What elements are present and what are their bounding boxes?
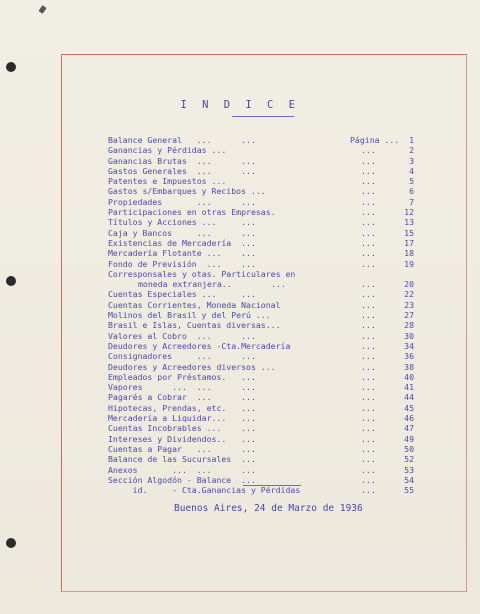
index-entry-page: 18	[404, 248, 414, 259]
index-entry-label: Corresponsales y otas. Particulares en	[108, 268, 296, 279]
index-row	[108, 197, 428, 207]
leader-dots: ...	[361, 310, 376, 321]
leader-dots: ...	[361, 330, 376, 341]
index-entry-label: Pagarés a Cobrar ... ...	[108, 392, 256, 403]
index-entry-label: Caja y Bancos ... ...	[108, 227, 256, 238]
leader-dots: ...	[361, 196, 376, 207]
index-entry-label: Fondo de Previsión ... ...	[108, 258, 256, 269]
index-entry-label: Participaciones en otras Empresas.	[108, 207, 276, 218]
index-entry-label: Valores al Cobro ... ...	[108, 330, 256, 341]
index-row	[108, 444, 428, 454]
index-entry-page: 34	[404, 340, 414, 351]
index-row	[108, 135, 428, 145]
index-entry-page: 2	[409, 145, 414, 156]
index-row	[108, 331, 428, 341]
index-row	[108, 279, 428, 289]
index-row	[108, 465, 428, 475]
leader-dots: ...	[361, 340, 376, 351]
index-entry-label: Empleados por Préstamos. ...	[108, 371, 256, 382]
index-entry-page: 41	[404, 382, 414, 393]
index-entry-label: Deudores y Acreedores -Cta.Mercadería	[108, 340, 291, 351]
leader-dots: ...	[361, 371, 376, 382]
leader-dots: ...	[361, 392, 376, 403]
index-entry-label: Balance de las Sucursales ...	[108, 454, 256, 465]
index-entry-label: Mercadería a Liquidar... ...	[108, 413, 256, 424]
index-entry-page: 4	[409, 165, 414, 176]
index-entry-page: 38	[404, 361, 414, 372]
index-entry-page: 6	[409, 186, 414, 197]
index-entry-label: moneda extranjera.. ...	[138, 279, 286, 290]
index-list	[108, 135, 428, 495]
leader-dots: ...	[361, 485, 376, 496]
index-entry-page: 52	[404, 454, 414, 465]
punch-hole-middle	[6, 276, 16, 286]
index-entry-label: Vapores ... ... ...	[108, 382, 256, 393]
leader-dots: ...	[361, 258, 376, 269]
index-row	[108, 248, 428, 258]
index-entry-label: id. - Cta.Ganancias y Pérdidas	[108, 485, 301, 496]
leader-dots: ...	[361, 474, 376, 485]
leader-dots: ...	[361, 320, 376, 331]
footer-rule	[243, 485, 301, 486]
index-row	[108, 145, 428, 155]
index-entry-label: Molinos del Brasil y del Perú ...	[108, 310, 271, 321]
index-row	[108, 176, 428, 186]
index-entry-page: 19	[404, 258, 414, 269]
index-row	[108, 269, 428, 279]
index-entry-page: 17	[404, 237, 414, 248]
index-entry-page: 7	[409, 196, 414, 207]
index-row	[108, 372, 428, 382]
index-row	[108, 413, 428, 423]
index-row	[108, 156, 428, 166]
index-entry-label: Títulos y Acciones ... ...	[108, 217, 256, 228]
leader-dots: ...	[361, 279, 376, 290]
leader-dots: ...	[361, 227, 376, 238]
index-row	[108, 228, 428, 238]
index-row	[108, 362, 428, 372]
index-row	[108, 186, 428, 196]
index-entry-page: 47	[404, 423, 414, 434]
index-entry-label: Patentes e Impuestos ...	[108, 176, 227, 187]
index-entry-label: Anexos ... ... ...	[108, 464, 256, 475]
index-row	[108, 351, 428, 361]
index-row	[108, 166, 428, 176]
index-entry-page: 12	[404, 207, 414, 218]
index-entry-label: Cuentas Especiales ... ...	[108, 289, 256, 300]
leader-dots: ...	[361, 289, 376, 300]
leader-dots: ...	[361, 454, 376, 465]
index-entry-label: Ganancias y Pérdidas ...	[108, 145, 227, 156]
index-entry-page: 23	[404, 299, 414, 310]
date-line: Buenos Aires, 24 de Marzo de 1936	[174, 503, 363, 514]
index-entry-page: 54	[404, 474, 414, 485]
index-entry-page: 45	[404, 402, 414, 413]
leader-dots: ...	[361, 299, 376, 310]
index-row	[108, 238, 428, 248]
index-row	[108, 454, 428, 464]
index-entry-label: Ganancias Brutas ... ...	[108, 155, 256, 166]
index-entry-label: Cuentas Corrientes, Moneda Nacional	[108, 299, 281, 310]
index-entry-label: Cuentas Incobrables ... ...	[108, 423, 256, 434]
leader-dots: ...	[361, 351, 376, 362]
leader-dots: ...	[361, 248, 376, 259]
index-entry-label: Cuentas a Pagar ... ...	[108, 443, 256, 454]
index-row	[108, 310, 428, 320]
index-entry-label: Brasil e Islas, Cuentas diversas...	[108, 320, 281, 331]
index-entry-page: 5	[409, 176, 414, 187]
index-row	[108, 217, 428, 227]
index-row	[108, 475, 428, 485]
index-entry-page: 27	[404, 310, 414, 321]
index-entry-page: 3	[409, 155, 414, 166]
leader-dots: ...	[361, 464, 376, 475]
ink-mark	[38, 5, 46, 14]
punch-hole-bottom	[6, 538, 16, 548]
index-entry-page: 53	[404, 464, 414, 475]
index-entry-page: 28	[404, 320, 414, 331]
index-entry-page: 50	[404, 443, 414, 454]
index-row	[108, 434, 428, 444]
index-row	[108, 341, 428, 351]
index-entry-page: 49	[404, 433, 414, 444]
leader-dots: ...	[361, 402, 376, 413]
index-entry-page: 40	[404, 371, 414, 382]
leader-dots: ...	[361, 165, 376, 176]
leader-dots: ...	[361, 217, 376, 228]
leader-dots: ...	[361, 413, 376, 424]
index-entry-label: Intereses y Dividendos.. ...	[108, 433, 256, 444]
leader-dots: ...	[361, 145, 376, 156]
index-entry-label: Existencias de Mercadería ...	[108, 237, 256, 248]
index-row	[108, 403, 428, 413]
index-entry-page: 36	[404, 351, 414, 362]
leader-dots: ...	[361, 237, 376, 248]
leader-dots: ...	[361, 443, 376, 454]
index-entry-label: Gastos Generales ... ...	[108, 165, 256, 176]
index-row	[108, 289, 428, 299]
index-entry-label: Consignadores ... ...	[108, 351, 256, 362]
leader-dots: ...	[361, 186, 376, 197]
index-row	[108, 207, 428, 217]
index-entry-page: 46	[404, 413, 414, 424]
leader-dots: ...	[361, 361, 376, 372]
index-entry-page: 55	[404, 485, 414, 496]
index-entry-page: 13	[404, 217, 414, 228]
index-entry-page: 20	[404, 279, 414, 290]
index-row	[108, 392, 428, 402]
index-row	[108, 423, 428, 433]
index-entry-label: Propiedades ... ...	[108, 196, 256, 207]
leader-dots: ...	[361, 423, 376, 434]
index-entry-label: Balance General ... ...	[108, 135, 256, 145]
leader-dots: ...	[361, 155, 376, 166]
punch-hole-top	[6, 62, 16, 72]
index-entry-label: Mercadería Flotante ... ...	[108, 248, 256, 259]
index-entry-page: 15	[404, 227, 414, 238]
index-entry-page: 30	[404, 330, 414, 341]
leader-dots: ...	[361, 433, 376, 444]
index-entry-label: Gastos s/Embarques y Recibos ...	[108, 186, 266, 197]
index-row	[108, 382, 428, 392]
page-title: I N D I C E	[180, 99, 300, 111]
leader-dots: ...	[361, 176, 376, 187]
index-row	[108, 259, 428, 269]
title-underline	[232, 116, 294, 117]
index-entry-page: 1	[409, 135, 414, 145]
leader-dots: ...	[361, 382, 376, 393]
page-column-heading: Página ...	[350, 135, 400, 145]
index-entry-page: 22	[404, 289, 414, 300]
leader-dots: ...	[361, 207, 376, 218]
index-row	[108, 300, 428, 310]
index-entry-page: 44	[404, 392, 414, 403]
index-entry-label: Hipotecas, Prendas, etc. ...	[108, 402, 256, 413]
index-entry-label: Sección Algodón - Balance ...	[108, 474, 256, 485]
index-row	[108, 320, 428, 330]
index-row	[108, 485, 428, 495]
index-entry-label: Deudores y Acreedores diversos ...	[108, 361, 276, 372]
